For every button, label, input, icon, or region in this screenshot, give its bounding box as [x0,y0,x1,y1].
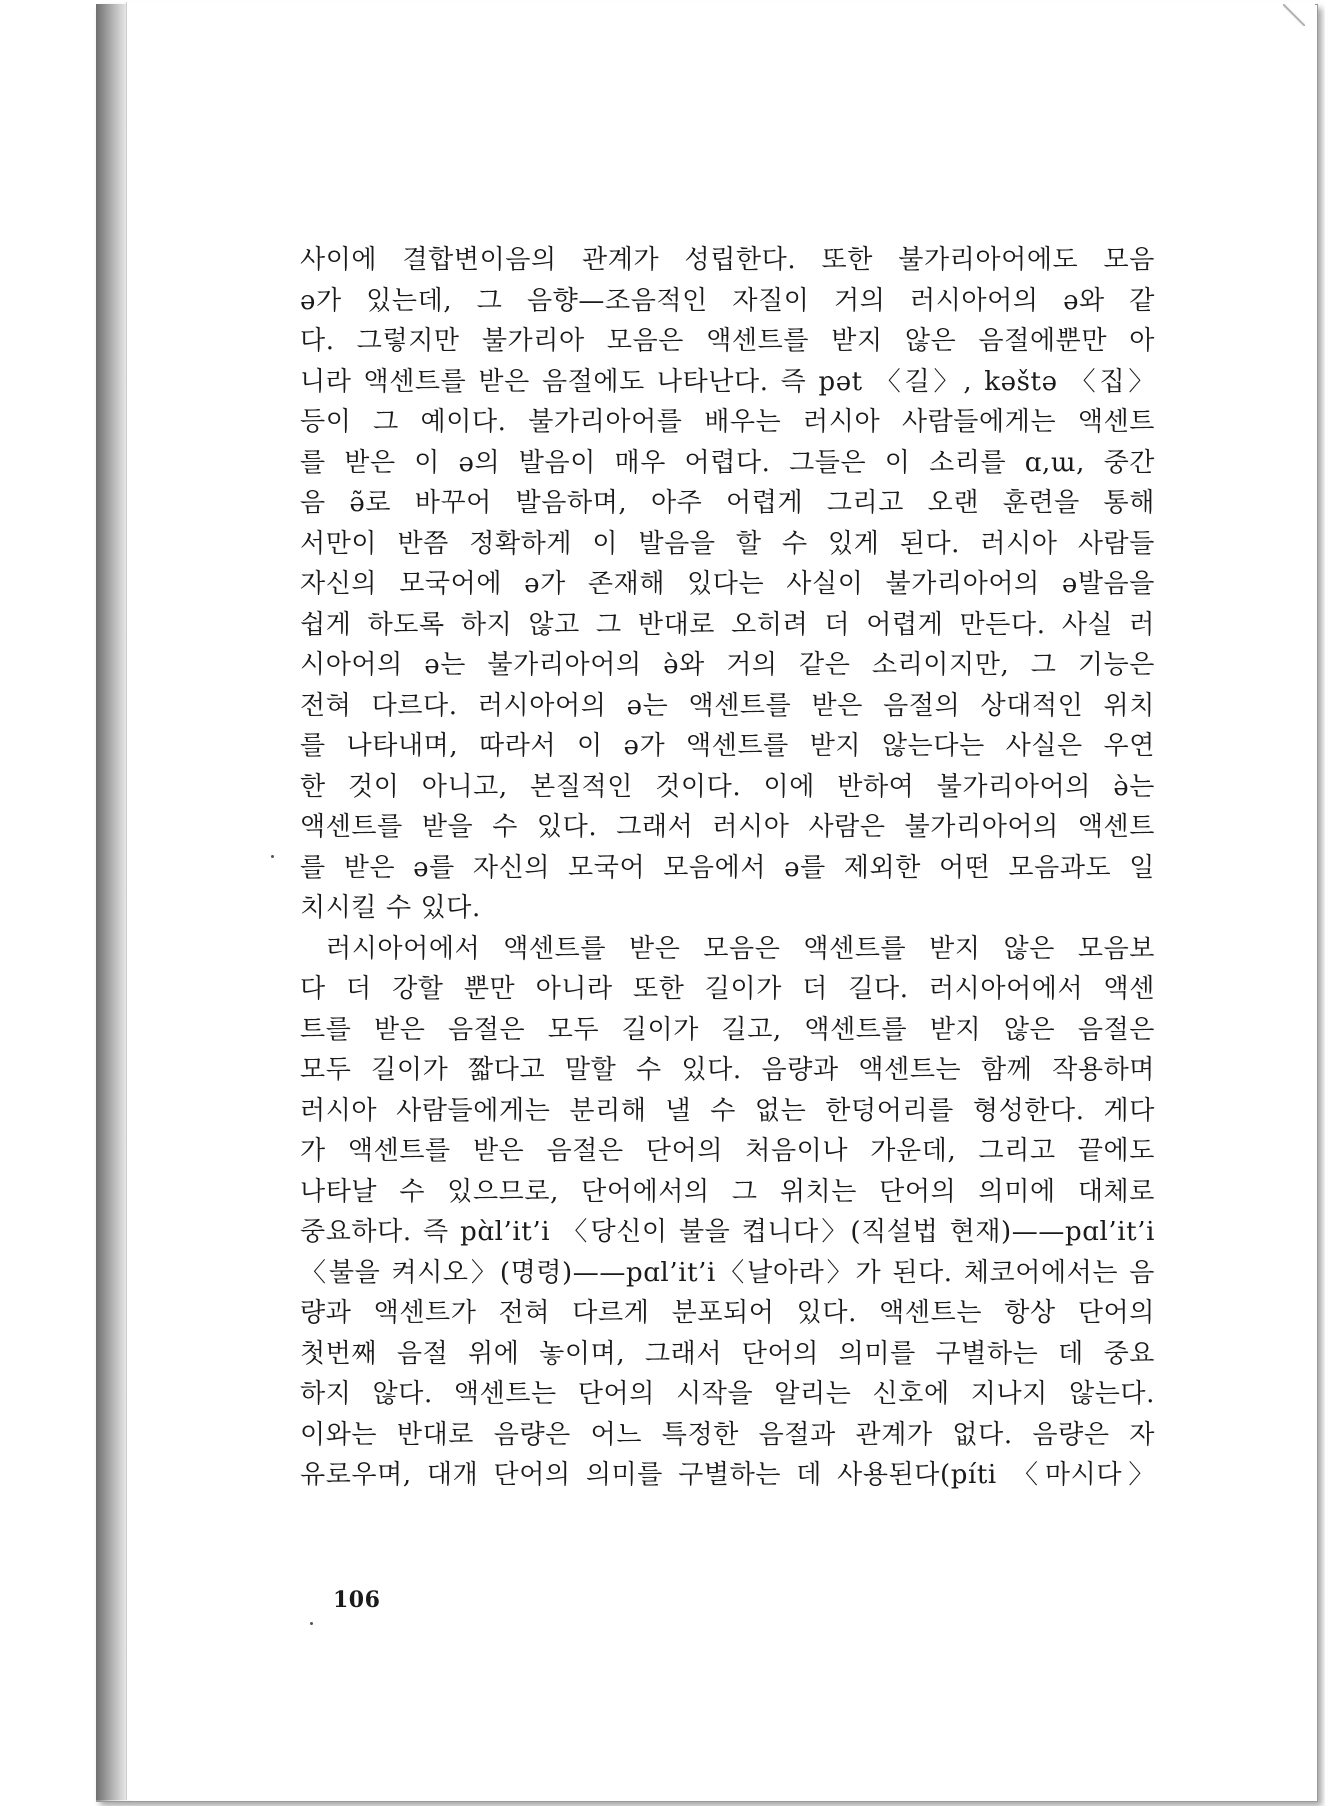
text-line: 니라 액센트를 받은 음절에도 나타난다. 즉 pət 〈길〉, kəštǝ 〈집〉 [300,366,1155,397]
text-line: 중요하다. 즉 pɑ̀l’it’i 〈당신이 불을 켭니다〉(직설법 현재)——pɑl’it’i [300,1217,1155,1247]
text-line: 나타날 수 있으므로, 단어에서의 그 위치는 단어의 의미에 대체로 [300,1176,1155,1207]
text-line: 한 것이 아니고, 본질적인 것이다. 이에 반하여 불가리아어의 ə̀는 [300,771,1155,802]
book-spine-shadow [96,4,126,1800]
text-line: 음 ə̃로 바꾸어 발음하며, 아주 어렵게 그리고 오랜 훈련을 통해 [300,488,1155,518]
scan-speck [310,1622,313,1625]
text-line: 치시킬 수 있다. [300,893,481,923]
text-line: 전혀 다르다. 러시아어의 ə는 액센트를 받은 음절의 상대적인 위치 [300,690,1155,721]
text-line: 액센트를 받을 수 있다. 그래서 러시아 사람은 불가리아어의 액센트 [300,812,1155,842]
text-line: 서만이 반쯤 정확하게 이 발음을 할 수 있게 된다. 러시아 사람들 [300,528,1155,559]
scan-speck [271,855,274,858]
text-line: 트를 받은 음절은 모두 길이가 길고, 액센트를 받지 않은 음절은 [300,1014,1155,1045]
text-line: 량과 액센트가 전혀 다르게 분포되어 있다. 액센트는 항상 단어의 [300,1298,1155,1328]
text-line: 러시아 사람들에게는 분리해 낼 수 없는 한덩어리를 형성한다. 게다 [300,1095,1155,1126]
text-line: 다 더 강할 뿐만 아니라 또한 길이가 더 길다. 러시아어에서 액센 [300,974,1155,1004]
paragraph-1 [300,240,1155,929]
text-line: 쉽게 하도록 하지 않고 그 반대로 오히려 더 어렵게 만든다. 사실 러 [300,609,1155,640]
text-line: 를 받은 이 ə의 발음이 매우 어렵다. 그들은 이 소리를 ɑ,ɯ, 중간 [300,447,1155,478]
text-line: 자신의 모국어에 ə가 존재해 있다는 사실이 불가리아어의 ə발음을 [300,569,1155,599]
text-line: ə가 있는데, 그 음향—조음적인 자질이 거의 러시아어의 ə와 같 [300,285,1155,316]
text-line: 시아어의 ə는 불가리아어의 ə̀와 거의 같은 소리이지만, 그 기능은 [300,650,1155,680]
text-line: 〈불을 켜시오〉(명령)——pɑl’it’i〈날아라〉가 된다. 체코어에서는 음 [300,1257,1155,1288]
text-line: 다. 그렇지만 불가리아 모음은 액센트를 받지 않은 음절에뿐만 아 [300,326,1155,356]
text-line: 유로우며, 대개 단어의 의미를 구별하는 데 사용된다(píti 〈마시다〉 [300,1460,1155,1490]
text-line: 를 나타내며, 따라서 이 ə가 액센트를 받지 않는다는 사실은 우연 [300,731,1155,761]
text-line: 가 액센트를 받은 음절은 단어의 처음이나 가운데, 그리고 끝에도 [300,1136,1155,1166]
page-number: 106 [333,1587,381,1613]
text-line: 모두 길이가 짧다고 말할 수 있다. 음량과 액센트는 함께 작용하며 [300,1055,1155,1085]
paragraph-2 [300,929,1155,1496]
text-line: 첫번째 음절 위에 놓이며, 그래서 단어의 의미를 구별하는 데 중요 [300,1338,1155,1369]
body-text [300,240,1155,1496]
text-line: 등이 그 예이다. 불가리아어를 배우는 러시아 사람들에게는 액센트 [300,407,1155,437]
text-line: 하지 않다. 액센트는 단어의 시작을 알리는 신호에 지나지 않는다. [300,1379,1155,1409]
text-line: 이와는 반대로 음량은 어느 특정한 음절과 관계가 없다. 음량은 자 [300,1419,1155,1450]
text-line: 를 받은 ə를 자신의 모국어 모음에서 ə를 제외한 어떤 모음과도 일 [300,852,1155,883]
text-line: 사이에 결합변이음의 관계가 성립한다. 또한 불가리아어에도 모음 [300,245,1155,275]
page-corner [1283,4,1305,26]
text-line: 러시아어에서 액센트를 받은 모음은 액센트를 받지 않은 모음보 [326,933,1155,964]
